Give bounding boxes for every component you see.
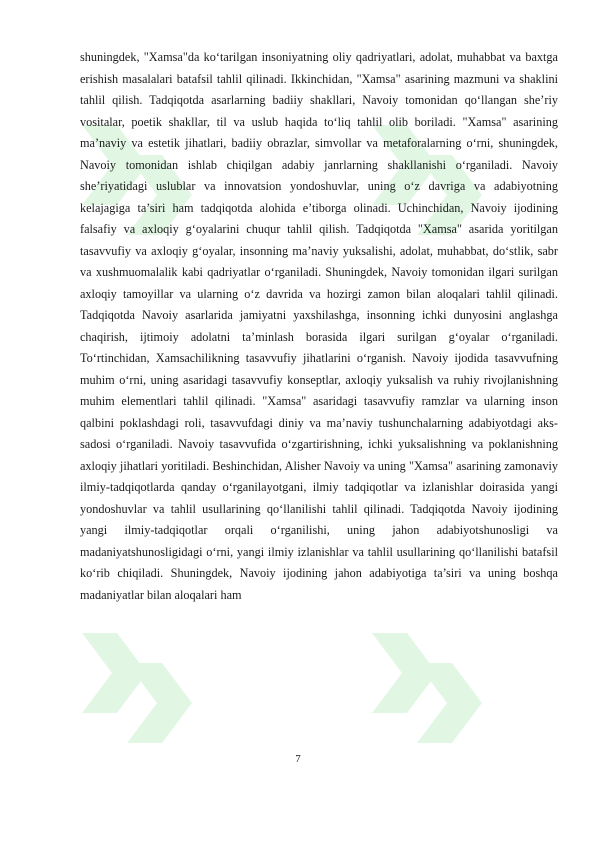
watermark-logo-icon xyxy=(72,628,222,758)
watermark-logo-icon xyxy=(362,628,512,758)
page-number: 7 xyxy=(295,753,301,765)
body-paragraph: shuningdek, "Xamsa"da ko‘tarilgan insoniyatning oliy qadriyatlari, adolat, muhabbat va baxtga erishish masalalari batafsil tahlil qilinadi. Ikkinchidan, "Xamsa" asarining mazmuni va shaklini tahlil qilish. Tadqiqotda asarlarning badiiy shakllari, Navoiy tomonidan qo‘llangan she’riy vositalar, poetik shakllar, til va uslub haqida to‘liq tahlil olib boriladi. "Xamsa" asarining ma’naviy va estetik jihatlari, badiiy obrazlar, simvollar va metaforalarning o‘rni, shuningdek, Navoiy tomonidan ishlab chiqilgan adabiy janrlarning shakllanishi o‘rganiladi. Navoiy she’riyatidagi uslublar va innovatsion yondoshuvlar, uning o‘z davriga va adabiyotning kelajagiga ta’siri ham tadqiqotda alohida e’tiborga olinadi. Uchinchidan, Navoiy ijodining falsafiy va axloqiy g‘oyalarini chuqur tahlil qilish. Tadqiqotda "Xamsa" asarida yoritilgan tasavvufiy va axloqiy g‘oyalar, insonning ma’naviy yuksalishi, adolat, muhabbat, do‘stlik, sabr va xushmuomalalik kabi qadriyatlar o‘rganiladi. Shuningdek, Navoiy tomonidan ilgari surilgan axloqiy tamoyillar va ularning o‘z davrida va hozirgi zamon bilan aloqalari tahlil qilinadi. Tadqiqotda Navoiy asarlarida jamiyatni yaxshilashga, insonning ichki dunyosini anglashga chaqirish, ijtimoiy adolatni ta’minlash borasida ilgari surilgan g‘oyalar o‘rganiladi. To‘rtinchidan, Xamsachilikning tasavvufiy jihatlarini o‘rganish. Navoiy ijodida tasavvufning muhim o‘rni, uning asaridagi tasavvufiy konseptlar, axloqiy yuksalish va ruhiy rivojlanishning muhim elementlari tahlil qilinadi. "Xamsa" asaridagi tasavvufiy ramzlar va ularning inson qalbini poklashdagi roli, tasavvufdagi diniy va ma’naviy tushunchalarning adabiyotdagi aks-sadosi o‘rganiladi. Navoiy tasavvufida o‘zgartirishning, ichki yuksalishning va poklanishning axloqiy jihatlari yoritiladi. Beshinchidan, Alisher Navoiy va uning "Xamsa" asarining zamonaviy ilmiy-tadqiqotlarda qanday o‘rganilayotgani, ilmiy tadqiqotlar va izlanishlar doirasida yangi yondoshuvlar va tahlil usullarining qo‘llanilishi tahlil qilinadi. Tadqiqotda Navoiy ijodining yangi ilmiy-tadqiqotlar orqali o‘rganilishi, uning jahon adabiyotshunosligi va madaniyatshunosligidagi o‘rni, yangi ilmiy izlanishlar va tahlil usullarining qo‘llanilishi batafsil ko‘rib chiqiladi. Shuningdek, Navoiy ijodining jahon adabiyotiga ta’siri va uning boshqa madaniyatlar bilan aloqalari ham xyxy=(80,50,558,602)
